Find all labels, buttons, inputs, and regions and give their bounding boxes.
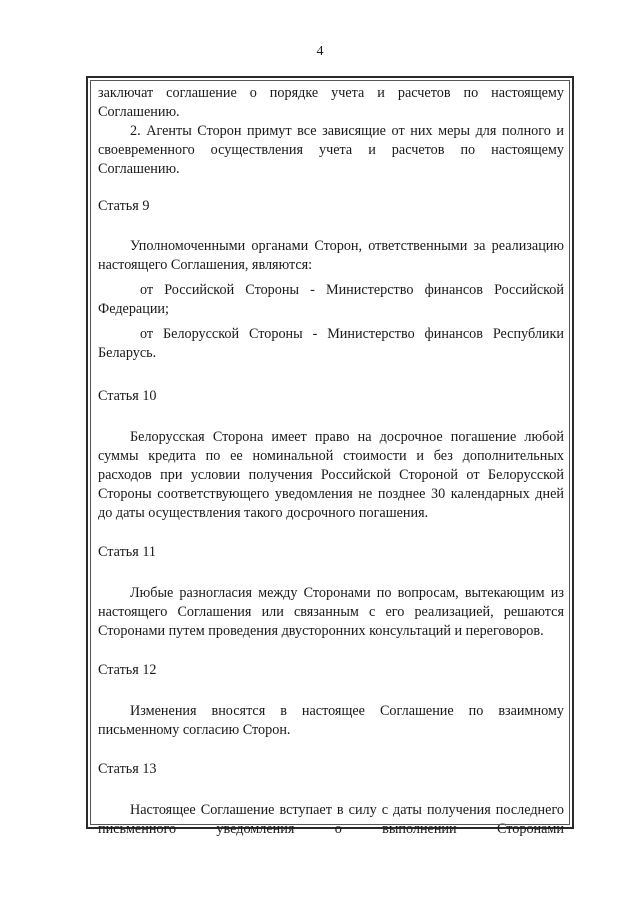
paragraph: от Российской Стороны - Министерство финансов Российской Федерации;	[98, 282, 564, 317]
paragraph: Уполномоченными органами Сторон, ответственными за реализацию настоящего Соглашения, являются:	[98, 238, 564, 273]
article-heading: Статья 13	[98, 761, 157, 777]
paragraph: от Белорусской Стороны - Министерство финансов Республики Беларусь.	[98, 326, 564, 361]
article-heading: Статья 12	[98, 662, 157, 678]
article-heading: Статья 9	[98, 198, 150, 214]
document-body	[98, 84, 564, 839]
paragraph: Белорусская Сторона имеет право на досрочное погашение любой суммы кредита по ее номинальной стоимости и без дополнительных расходов при условии получения Российской Стороной от Белорусской Стороны соответствующего уведомления не позднее 30 календарных дней до даты осуществления такого досрочного погашения.	[98, 429, 564, 521]
page-number: 4	[316, 44, 324, 59]
article-heading: Статья 10	[98, 388, 157, 404]
article-heading: Статья 11	[98, 544, 156, 560]
paragraph: Любые разногласия между Сторонами по вопросам, вытекающим из настоящего Соглашения или связанным с его реализацией, решаются Сторонами путем проведения двусторонних консультаций и переговоров.	[98, 585, 564, 639]
paragraph: Настоящее Соглашение вступает в силу с даты получения последнего письменного уведомления о выполнении Сторонами	[98, 802, 564, 837]
paragraph: 2. Агенты Сторон примут все зависящие от них меры для полного и своевременного осуществления учета и расчетов по настоящему Соглашению.	[98, 123, 564, 177]
paragraph: Изменения вносятся в настоящее Соглашение по взаимному письменному согласию Сторон.	[98, 703, 564, 738]
paragraph: заключат соглашение о порядке учета и расчетов по настоящему Соглашению.	[98, 85, 564, 120]
document-frame	[86, 76, 574, 837]
